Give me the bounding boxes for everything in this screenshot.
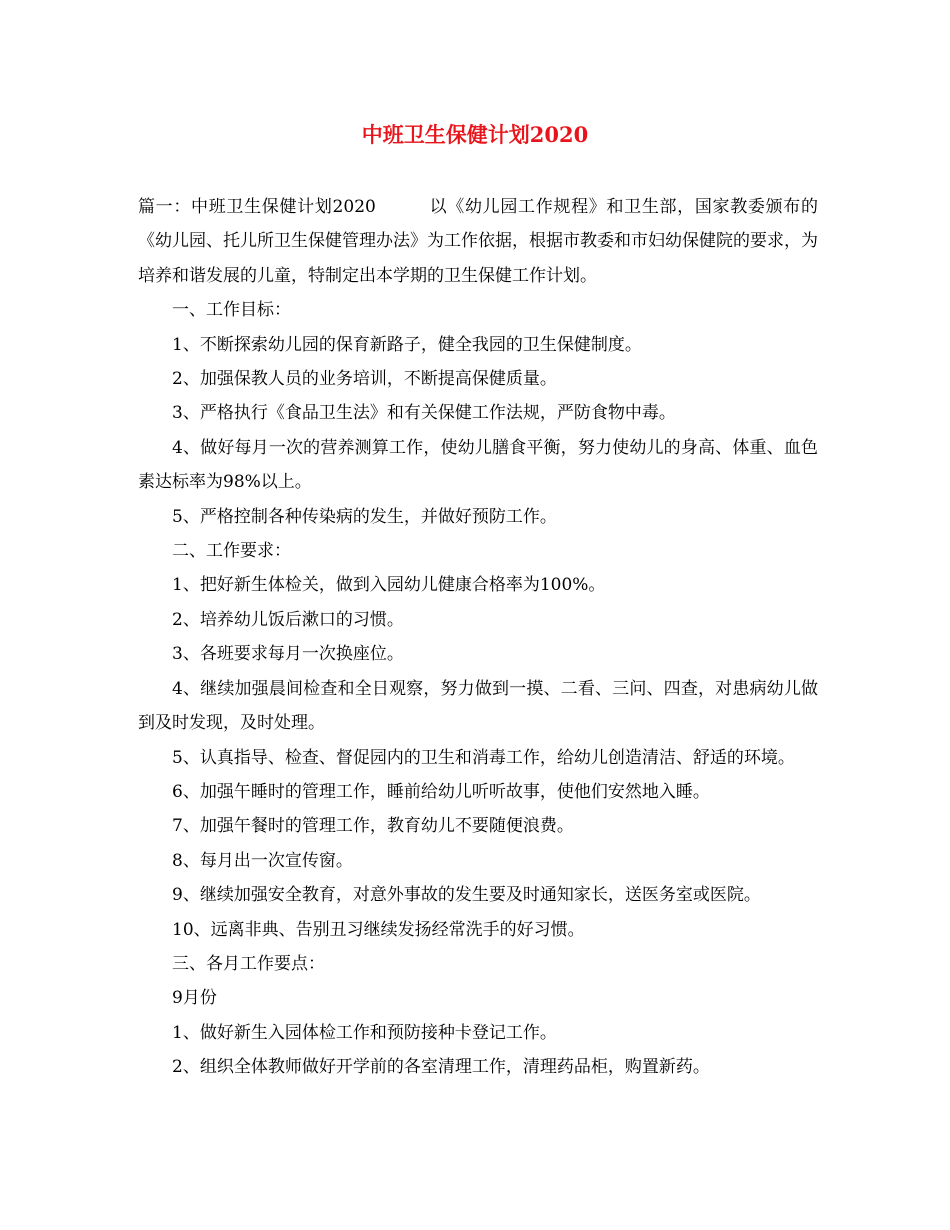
requirement-item-1: 1、把好新生体检关，做到入园幼儿健康合格率为100%。 xyxy=(172,575,606,596)
goal-item-2: 2、加强保教人员的业务培训，不断提高保健质量。 xyxy=(172,369,557,390)
section-heading-goals: 一、工作目标： xyxy=(172,300,291,321)
month-heading-september: 9月份 xyxy=(172,988,217,1009)
requirement-item-6: 6、加强午睡时的管理工作，睡前给幼儿听听故事，使他们安然地入睡。 xyxy=(172,781,710,802)
document-title: 中班卫生保健计划2020 xyxy=(361,122,589,147)
requirement-item-3: 3、各班要求每月一次换座位。 xyxy=(172,644,404,665)
goal-item-1: 1、不断探索幼儿园的保育新路子，健全我园的卫生保健制度。 xyxy=(172,334,642,355)
section-heading-requirements: 二、工作要求： xyxy=(172,541,291,562)
requirement-item-7: 7、加强午餐时的管理工作，教育幼儿不要随便浪费。 xyxy=(172,816,574,837)
requirement-item-4: 4、继续加强晨间检查和全日观察，努力做到一摸、二看、三问、四查，对患病幼儿做到及时发现，及时处理。 xyxy=(138,678,818,734)
september-item-1: 1、做好新生入园体检工作和预防接种卡登记工作。 xyxy=(172,1022,557,1043)
section-heading-monthly: 三、各月工作要点： xyxy=(172,953,325,974)
goal-item-5: 5、严格控制各种传染病的发生，并做好预防工作。 xyxy=(172,506,557,527)
document-body xyxy=(138,190,818,1085)
intro-paragraph: 篇一：中班卫生保健计划2020 以《幼儿园工作规程》和卫生部，国家教委颁布的《幼儿园、托儿所卫生保健管理办法》为工作依据，根据市教委和市妇幼保健院的要求，为培养和谐发展的儿童，特制定出本学期的卫生保健工作计划。 xyxy=(138,197,818,286)
goal-item-4: 4、做好每月一次的营养测算工作，使幼儿膳食平衡，努力使幼儿的身高、体重、血色素达标率为98%以上。 xyxy=(138,437,818,493)
requirement-item-2: 2、培养幼儿饭后漱口的习惯。 xyxy=(172,609,404,630)
requirement-item-9: 9、继续加强安全教育，对意外事故的发生要及时通知家长，送医务室或医院。 xyxy=(172,885,761,906)
september-item-2: 2、组织全体教师做好开学前的各室清理工作，清理药品柜，购置新药。 xyxy=(172,1057,710,1078)
requirement-item-8: 8、每月出一次宣传窗。 xyxy=(172,850,353,871)
requirement-item-5: 5、认真指导、检查、督促园内的卫生和消毒工作，给幼儿创造清洁、舒适的环境。 xyxy=(172,747,795,768)
goal-item-3: 3、严格执行《食品卫生法》和有关保健工作法规，严防食物中毒。 xyxy=(172,403,676,424)
requirement-item-10: 10、远离非典、告别丑习继续发扬经常洗手的好习惯。 xyxy=(172,919,585,940)
